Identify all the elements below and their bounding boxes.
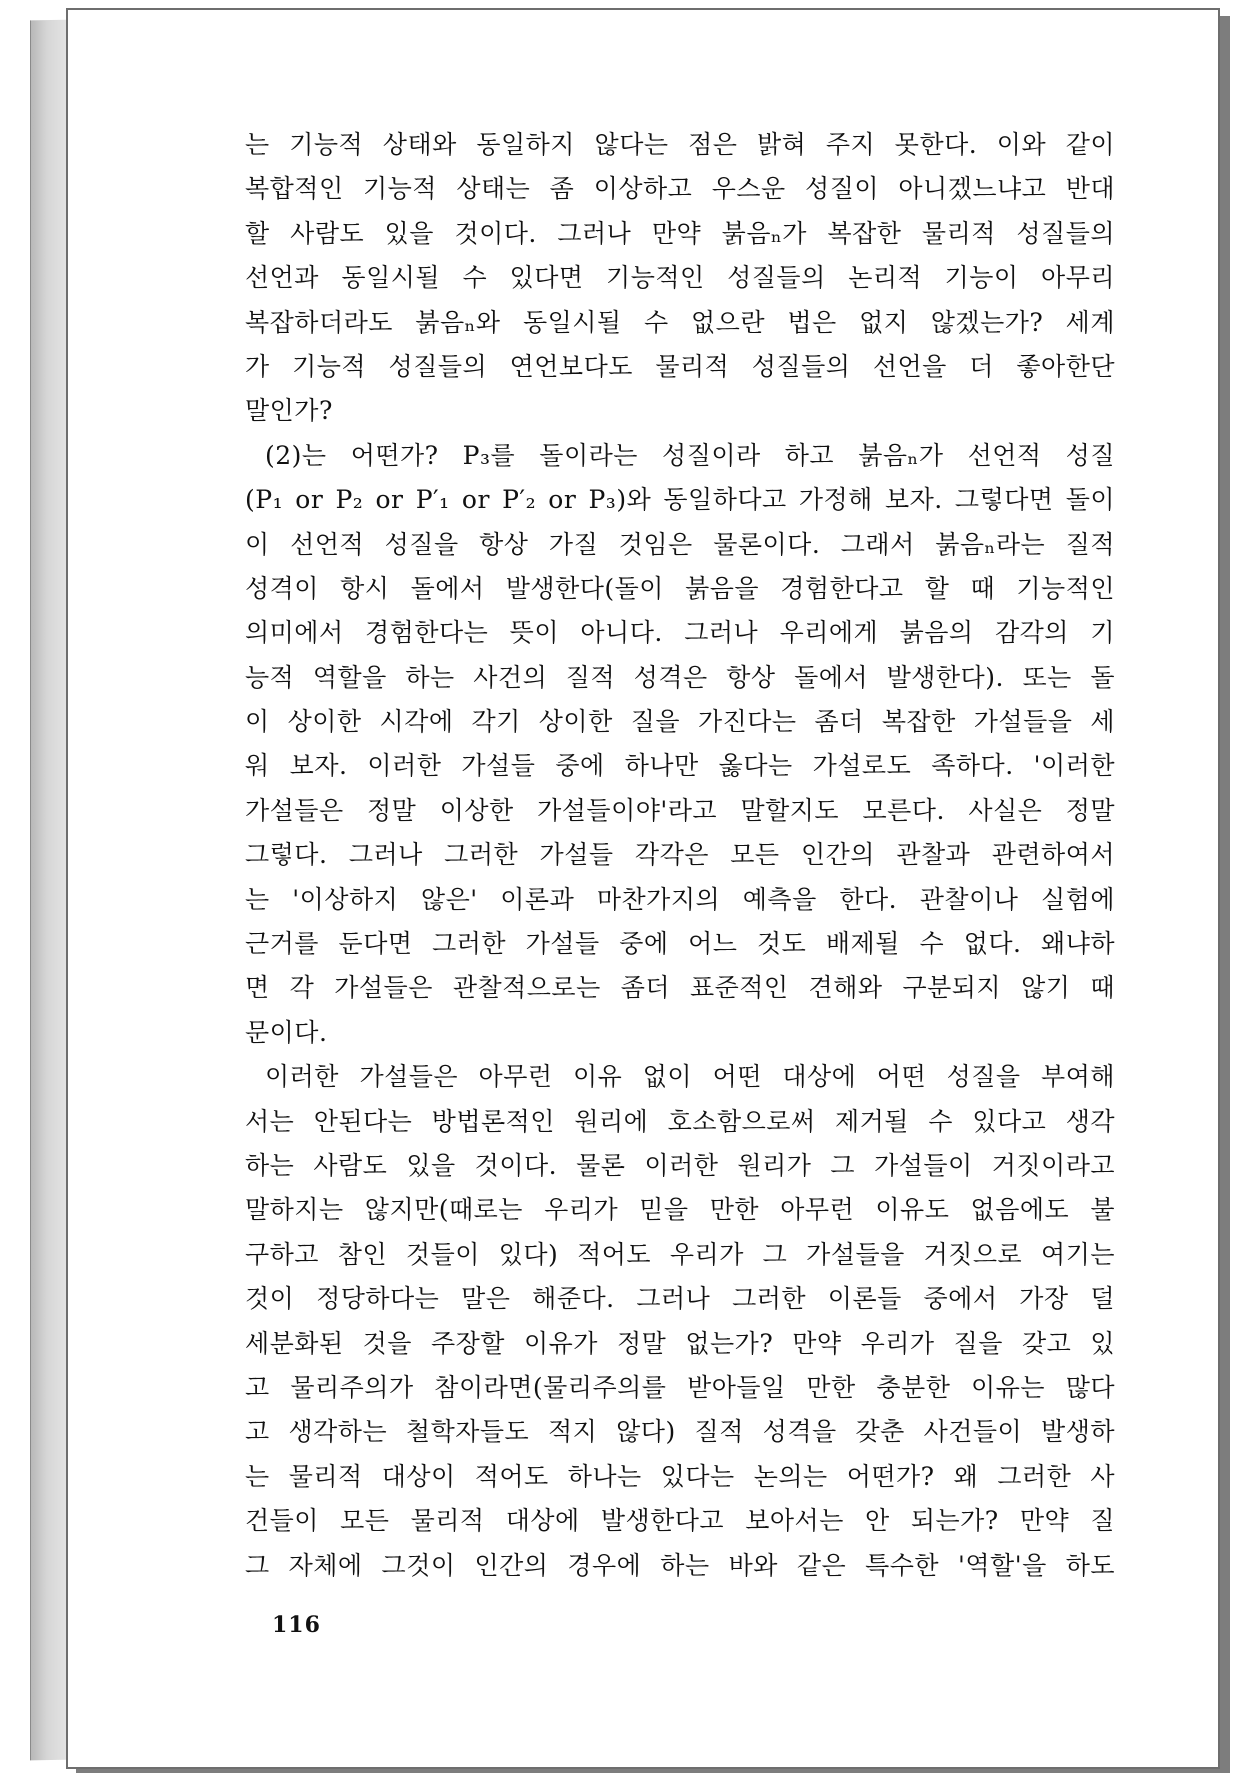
text-line: (P₁ or P₂ or P′₁ or P′₂ or P₃)와 동일하다고 가정해 보자. 그렇다면 돌이 — [245, 485, 1115, 515]
text-line: 워 보자. 이러한 가설들 중에 하나만 옳다는 가설로도 족하다. '이러한 — [245, 751, 1115, 781]
text-line: 이러한 가설들은 아무런 이유 없이 어떤 대상에 어떤 성질을 부여해 — [265, 1062, 1115, 1092]
text-line: 는 '이상하지 않은' 이론과 마찬가지의 예측을 한다. 관찰이나 실험에 — [245, 884, 1115, 914]
text-line: 고 물리주의가 참이라면(물리주의를 받아들일 만한 충분한 이유는 많다 — [245, 1372, 1115, 1402]
text-line: 가 기능적 성질들의 연언보다도 물리적 성질들의 선언을 더 좋아한단 — [245, 351, 1115, 381]
text-line: 는 기능적 상태와 동일하지 않다는 점은 밝혀 주지 못한다. 이와 같이 — [245, 130, 1115, 159]
text-line: 이 선언적 성질을 항상 가질 것임은 물론이다. 그래서 붉음ₙ라는 질적 — [245, 529, 1115, 559]
text-line: 세분화된 것을 주장할 이유가 정말 없는가? 만약 우리가 질을 갖고 있 — [245, 1328, 1115, 1358]
text-line: 복잡하더라도 붉음ₙ와 동일시될 수 없으란 법은 없지 않겠는가? 세계 — [245, 307, 1115, 337]
text-line: 면 각 가설들은 관찰적으로는 좀더 표준적인 견해와 구분되지 않기 때 — [245, 973, 1115, 1003]
body-text — [245, 123, 1115, 1588]
text-line: 말인가? — [245, 396, 333, 426]
text-line: 말하지는 않지만(때로는 우리가 믿을 만한 아무런 이유도 없음에도 불 — [245, 1195, 1115, 1225]
text-line: 는 물리적 대상이 적어도 하나는 있다는 논의는 어떤가? 왜 그러한 사 — [245, 1461, 1115, 1491]
text-line: 선언과 동일시될 수 있다면 기능적인 성질들의 논리적 기능이 아무리 — [245, 263, 1115, 293]
text-line: 건들이 모든 물리적 대상에 발생한다고 보아서는 안 되는가? 만약 질 — [245, 1506, 1115, 1536]
text-line: 문이다. — [245, 1017, 328, 1047]
page-number: 116 — [272, 1612, 321, 1638]
text-line: 서는 안된다는 방법론적인 원리에 호소함으로써 제거될 수 있다고 생각 — [245, 1106, 1115, 1136]
text-line: 이 상이한 시각에 각기 상이한 질을 가진다는 좀더 복잡한 가설들을 세 — [245, 707, 1115, 737]
text-line: 고 생각하는 철학자들도 적지 않다) 질적 성격을 갖춘 사건들이 발생하 — [245, 1417, 1115, 1447]
book-spine — [30, 20, 71, 1761]
text-line: (2)는 어떤가? P₃를 돌이라는 성질이라 하고 붉음ₙ가 선언적 성질 — [265, 440, 1115, 470]
text-line: 그렇다. 그러나 그러한 가설들 각각은 모든 인간의 관찰과 관련하여서 — [245, 840, 1115, 870]
text-line: 가설들은 정말 이상한 가설들이야'라고 말할지도 모른다. 사실은 정말 — [245, 795, 1115, 825]
text-line: 의미에서 경험한다는 뜻이 아니다. 그러나 우리에게 붉음의 감각의 기 — [245, 618, 1115, 648]
text-line: 성격이 항시 돌에서 발생한다(돌이 붉음을 경험한다고 할 때 기능적인 — [245, 573, 1115, 603]
text-line: 그 자체에 그것이 인간의 경우에 하는 바와 같은 특수한 '역할'을 하도 — [245, 1550, 1115, 1580]
text-line: 구하고 참인 것들이 있다) 적어도 우리가 그 가설들을 거짓으로 여기는 — [245, 1239, 1115, 1269]
text-line: 하는 사람도 있을 것이다. 물론 이러한 원리가 그 가설들이 거짓이라고 — [245, 1150, 1115, 1180]
text-line: 할 사람도 있을 것이다. 그러나 만약 붉음ₙ가 복잡한 물리적 성질들의 — [245, 218, 1115, 248]
text-line: 복합적인 기능적 상태는 좀 이상하고 우스운 성질이 아니겠느냐고 반대 — [245, 174, 1115, 204]
text-line: 근거를 둔다면 그러한 가설들 중에 어느 것도 배제될 수 없다. 왜냐하 — [245, 929, 1115, 959]
text-line: 능적 역할을 하는 사건의 질적 성격은 항상 돌에서 발생한다). 또는 돌 — [245, 662, 1115, 692]
text-line: 것이 정당하다는 말은 해준다. 그러나 그러한 이론들 중에서 가장 덜 — [245, 1284, 1115, 1314]
